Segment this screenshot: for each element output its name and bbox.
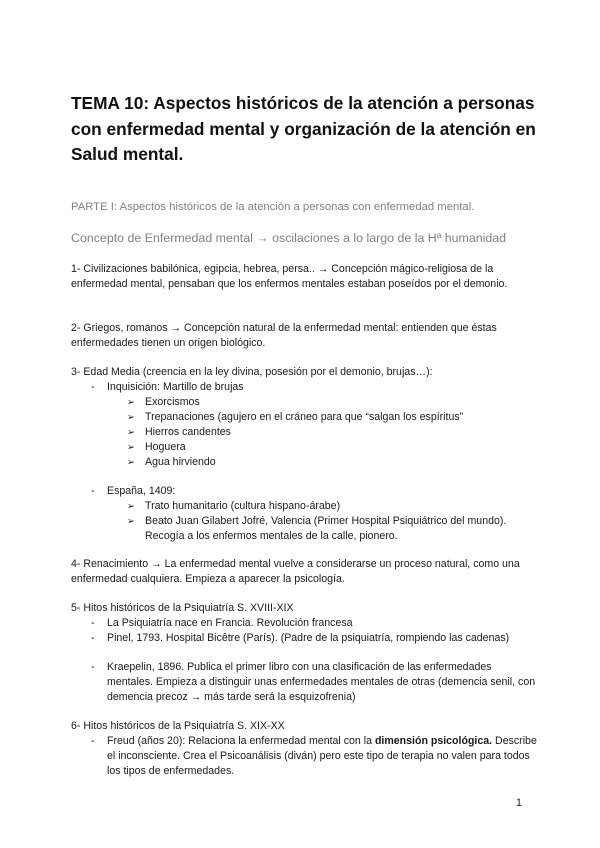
part-heading: PARTE I: Aspectos históricos de la atención a personas con enfermedad mental. bbox=[71, 201, 475, 213]
dash-marker: - bbox=[91, 632, 95, 644]
arrow-bullet-icon: ➢ bbox=[127, 516, 135, 527]
section-5-item: Kraepelin, 1896. Publica el primer libro con una clasificación de las enfermedades mentales. Empieza a distinguir unas enfermedades mentales de otras (demencia senil, con demencia precoz → más tarde será la esquizofrenia) bbox=[107, 661, 536, 704]
arrow-bullet-icon: ➢ bbox=[127, 457, 135, 468]
page-number: 1 bbox=[516, 797, 522, 809]
inquisicion-subitem: Exorcismos bbox=[145, 396, 200, 408]
section-4-paragraph: 4- Renacimiento → La enfermedad mental vuelve a considerarse un proceso natural, como una enfermedad cualquiera. Empieza a aparecer la psicología. bbox=[71, 558, 520, 586]
arrow-bullet-icon: ➢ bbox=[127, 427, 135, 438]
dash-marker: - bbox=[91, 617, 95, 629]
section-5-heading: 5- Hitos históricos de la Psiquiatría S. XVIII-XIX bbox=[71, 602, 294, 614]
arrow-bullet-icon: ➢ bbox=[127, 397, 135, 408]
freud-text-start: Freud (años 20): Relaciona la enfermedad mental con la bbox=[107, 735, 375, 747]
document-title: TEMA 10: Aspectos históricos de la atención a personas con enfermedad mental y organización de la atención en Salud mental. bbox=[71, 93, 536, 164]
section-5-item: La Psiquiatría nace en Francia. Revolución francesa bbox=[107, 617, 353, 629]
concept-heading: Concepto de Enfermedad mental → oscilaciones a lo largo de la Hª humanidad bbox=[71, 231, 507, 245]
inquisicion-subitem: Hoguera bbox=[145, 441, 186, 453]
freud-text-end: Describe el inconsciente. Crea el Psicoanálisis (diván) pero este tipo de terapia no valen para todos los tipos de enfermedades. bbox=[107, 735, 537, 778]
inquisicion-item: Inquisición: Martillo de brujas bbox=[107, 381, 244, 393]
dash-marker: - bbox=[91, 735, 95, 747]
freud-bold-text: dimensión psicológica. bbox=[374, 735, 493, 747]
espana-item: España, 1409: bbox=[107, 485, 176, 497]
arrow-bullet-icon: ➢ bbox=[127, 442, 135, 453]
arrow-bullet-icon: ➢ bbox=[127, 412, 135, 423]
section-1-paragraph: 1- Civilizaciones babilónica, egipcia, hebrea, persa.. → Concepción mágico-religiosa de la enfermedad mental, pensaban que los enfermos mentales estaban poseídos por el demonio. bbox=[71, 263, 508, 291]
freud-item bbox=[107, 734, 537, 780]
arrow-bullet-icon: ➢ bbox=[127, 501, 135, 512]
inquisicion-subitem: Hierros candentes bbox=[145, 426, 231, 438]
dash-marker: - bbox=[91, 381, 95, 393]
inquisicion-subitem: Agua hirviendo bbox=[145, 456, 216, 468]
inquisicion-subitem: Trepanaciones (agujero en el cráneo para que “salgan los espíritus” bbox=[145, 411, 464, 423]
espana-subitem: Trato humanitario (cultura hispano-árabe) bbox=[145, 500, 341, 512]
section-3-heading: 3- Edad Media (creencia en la ley divina, posesión por el demonio, brujas…): bbox=[71, 366, 433, 378]
section-2-paragraph: 2- Griegos, romanos → Concepción natural de la enfermedad mental: entienden que éstas enfermedades tienen un origen biológico. bbox=[71, 322, 497, 350]
dash-marker: - bbox=[91, 661, 95, 673]
section-5-item: Pinel, 1793. Hospital Bicêtre (París). (Padre de la psiquiatría, rompiendo las cadenas) bbox=[107, 632, 510, 644]
espana-subitem: Beato Juan Gilabert Jofré, Valencia (Primer Hospital Psiquiátrico del mundo). Recogía a los enfermos mentales de la calle, pionero. bbox=[145, 515, 507, 543]
dash-marker: - bbox=[91, 485, 95, 497]
section-6-heading: 6- Hitos históricos de la Psiquiatría S. XIX-XX bbox=[71, 720, 285, 732]
